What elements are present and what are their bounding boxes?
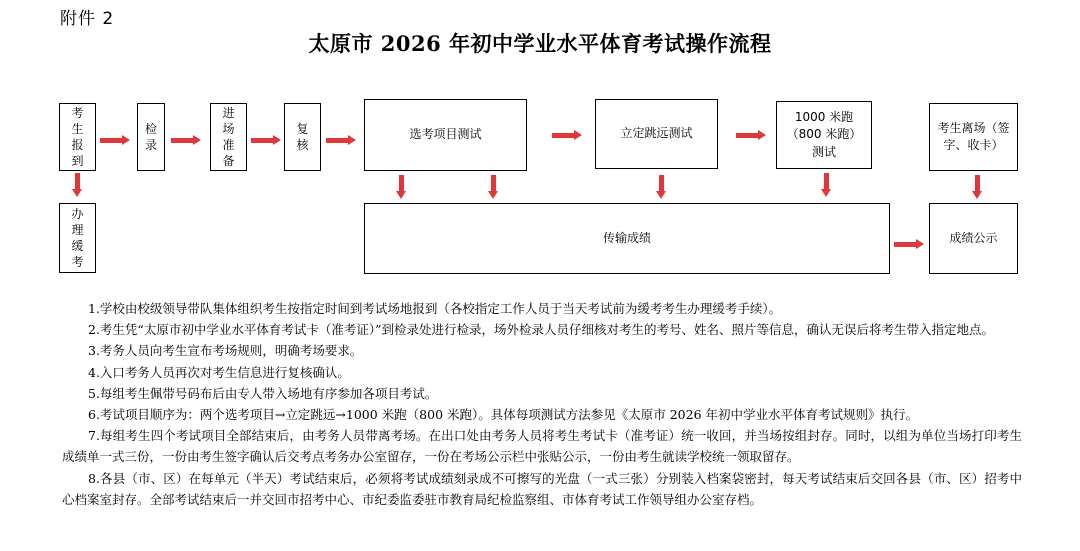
run-test-line1: 1000 米跑 — [794, 109, 854, 124]
long-jump-box — [595, 99, 718, 169]
instruction-item: 2.考生凭“太原市初中学业水平体育考试卡（准考证）”到检录处进行检录，场外检录人员仔细核对考生的考号、姓名、照片等信息，确认无误后将考生带入指定地点。 — [88, 322, 994, 338]
arrow-run-to-transmit — [821, 173, 832, 197]
report-box — [59, 103, 96, 171]
arrow-elective-to-transmit-1 — [396, 175, 407, 199]
page-title: 太原市 2026 年初中学业水平体育考试操作流程 — [308, 31, 772, 56]
run-test-line2: （800 米跑） — [786, 127, 862, 142]
recheck-box — [284, 103, 321, 171]
instruction-item: 8.各县（市、区）在每单元（半天）考试结束后，必须将考试成绩刻录成不可擦写的光盘（一式三张）分别装入档案袋密封，每天考试结束后交回各县（市、区）招考中心档案室封存。全部考试结束后一并交回市招考中心、市纪委监委驻市教育局纪检监察组、市体育考试工作领导组办公室存档。 — [62, 470, 1022, 507]
long-jump-label: 立定跳远测试 — [620, 126, 693, 141]
recheck-label: 复核 — [296, 121, 309, 152]
arrow-jump-to-run — [736, 130, 766, 141]
instruction-item: 5.每组考生佩带号码布后由专人带入场地有序参加各项目考试。 — [88, 385, 438, 401]
transmit-score-label: 传输成绩 — [602, 230, 651, 245]
report-label: 考生报到 — [71, 105, 84, 169]
leave-box — [929, 103, 1018, 171]
run-test-box — [776, 101, 872, 169]
arrow-prep-to-recheck — [251, 135, 281, 146]
elective-test-label: 选考项目测试 — [409, 127, 482, 142]
publish-score-box — [929, 203, 1018, 274]
instruction-item: 4.入口考务人员再次对考生信息进行复核确认。 — [88, 364, 350, 380]
instruction-item: 7.每组考生四个考试项目全部结束后，由考务人员带离考场。在出口处由考务人员将考生考试卡（准考证）统一收回，并当场按组封存。同时，以组为单位当场打印考生成绩单一式三份，一份由考生签字确认后交考点考务办公室留存，一份在考场公示栏中张贴公示，一份由考生就读学校统一领取留存。 — [62, 428, 1022, 465]
arrow-jump-to-transmit — [656, 175, 667, 199]
check-box — [137, 103, 165, 171]
arrow-report-to-deferral — [72, 173, 83, 197]
transmit-score-box — [364, 203, 890, 274]
deferral-label: 办理缓考 — [71, 206, 84, 270]
publish-score-label: 成绩公示 — [949, 230, 998, 245]
instruction-item: 6.考试项目顺序为：两个选考项目→立定跳远→1000 米跑（800 米跑）。具体每项测试方法参见《太原市 2026 年初中学业水平体育考试规则》执行。 — [88, 407, 919, 423]
entry-prep-box — [210, 103, 247, 171]
arrow-transmit-to-publish — [894, 239, 924, 250]
instructions-list — [62, 298, 1022, 510]
elective-test-box — [364, 99, 527, 171]
instruction-item: 1.学校由校级领导带队集体组织考生按指定时间到考试场地报到（各校指定工作人员于当天考试前为缓考考生办理缓考手续）。 — [88, 301, 782, 316]
instruction-item: 3.考务人员向考生宣布考场规则，明确考场要求。 — [88, 343, 363, 359]
attachment-label: 附件 2 — [60, 9, 115, 29]
arrow-check-to-prep — [171, 135, 201, 146]
arrow-elective-to-transmit-2 — [488, 175, 499, 199]
arrow-leave-to-publish — [972, 175, 983, 199]
arrow-recheck-to-elective — [326, 135, 356, 146]
entry-prep-label: 进场准备 — [222, 105, 235, 169]
deferral-box — [59, 203, 96, 273]
run-test-line3: 测试 — [811, 144, 836, 159]
arrow-report-to-check — [100, 135, 130, 146]
leave-label: 考生离场（签字、收卡） — [937, 120, 1010, 152]
arrow-elective-to-jump — [552, 130, 582, 141]
check-label: 检录 — [145, 121, 158, 152]
